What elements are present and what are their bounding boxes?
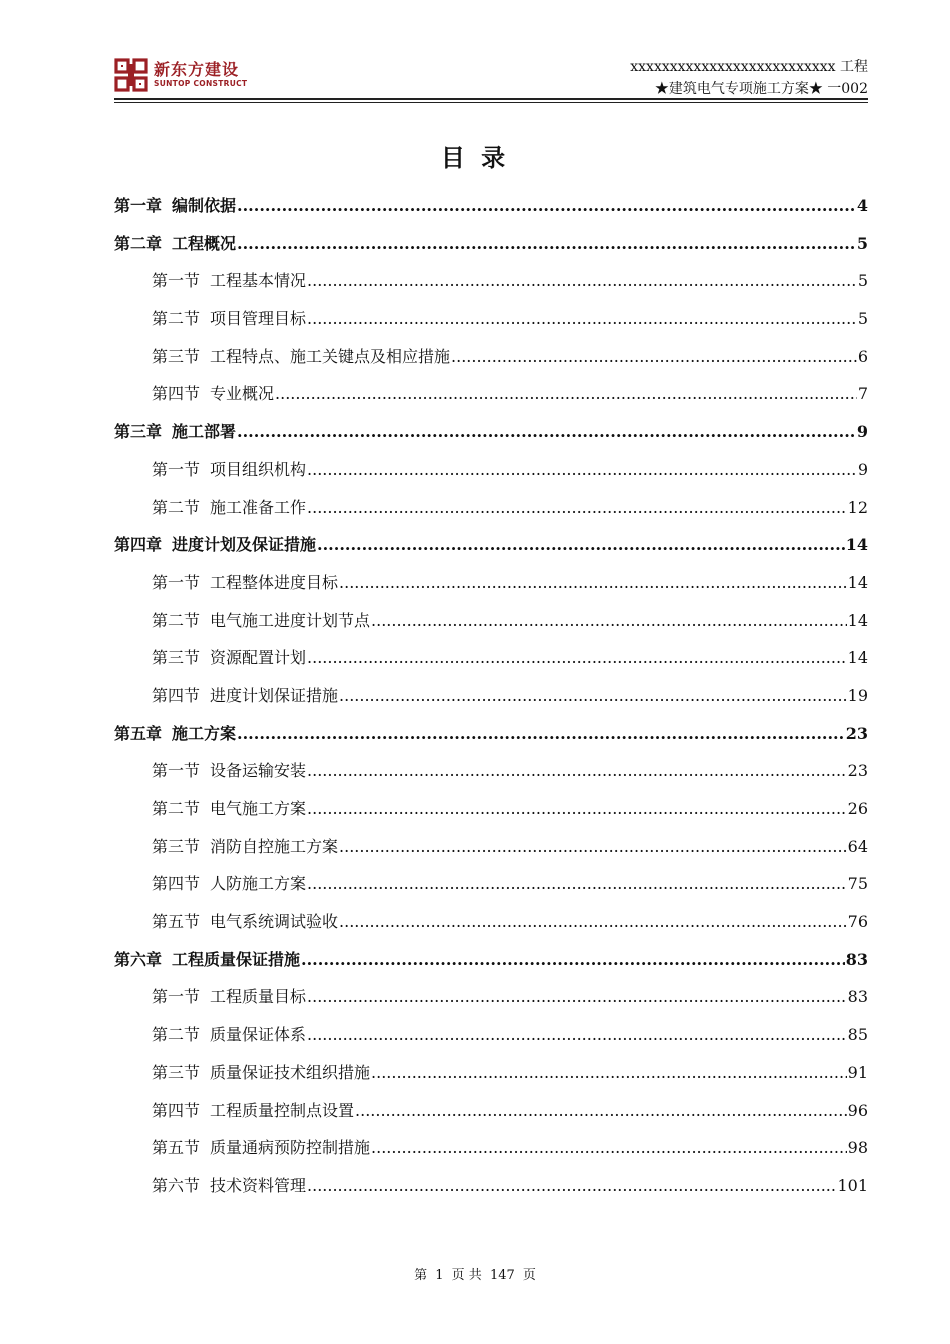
toc-leader-dots [371, 1054, 847, 1092]
toc-section-entry[interactable] [114, 1016, 868, 1054]
toc-entry-title: 工程质量目标 [210, 987, 307, 1007]
toc-leader-dots [307, 300, 857, 338]
toc-entry-page: 76 [847, 912, 868, 932]
toc-entry-label [152, 564, 338, 602]
toc-leader-dots [237, 715, 845, 753]
toc-title: 目 录 [440, 143, 510, 172]
toc-entry-number: 第三节 [152, 346, 201, 366]
toc-leader-dots [237, 187, 856, 225]
toc-entry-title: 消防自控施工方案 [210, 836, 339, 856]
toc-entry-label [152, 1129, 370, 1167]
document-header [630, 56, 868, 100]
toc-entry-page: 85 [847, 1025, 868, 1045]
footer-suffix: 页 [522, 1268, 536, 1283]
toc-entry-page: 64 [847, 836, 868, 856]
toc-entry-number: 第三章 [114, 422, 163, 442]
footer-prefix: 第 [414, 1268, 428, 1283]
toc-entry-number: 第三节 [152, 1062, 201, 1082]
toc-entry-title: 资源配置计划 [210, 648, 307, 668]
page-footer [0, 1264, 950, 1283]
toc-leader-dots [307, 978, 847, 1016]
toc-section-entry[interactable] [114, 903, 868, 941]
toc-entry-title: 技术资料管理 [210, 1175, 307, 1195]
toc-entry-label [152, 1054, 370, 1092]
toc-entry-label [152, 903, 338, 941]
header-rule-thin [114, 102, 868, 103]
toc-entry-number: 第四章 [114, 535, 163, 555]
toc-leader-dots [237, 413, 856, 451]
toc-entry-title: 工程整体进度目标 [210, 572, 339, 592]
toc-entry-page: 14 [847, 648, 868, 668]
toc-entry-number: 第二节 [152, 309, 201, 329]
toc-leader-dots [371, 1129, 847, 1167]
toc-entry-label [152, 639, 306, 677]
toc-leader-dots [339, 903, 847, 941]
toc-leader-dots [307, 451, 857, 489]
footer-middle: 页 共 [451, 1268, 482, 1283]
toc-chapter-entry[interactable] [114, 225, 868, 263]
toc-entry-title: 项目管理目标 [210, 309, 307, 329]
toc-entry-page: 5 [856, 233, 868, 253]
toc-entry-number: 第一节 [152, 271, 201, 291]
toc-entry-page: 5 [857, 271, 868, 291]
toc-entry-title: 质量通病预防控制措施 [210, 1138, 371, 1158]
toc-entry-number: 第一节 [152, 761, 201, 781]
toc-entry-page: 5 [857, 309, 868, 329]
toc-leader-dots [307, 489, 847, 527]
brand-name-en: SUNTOP CONSTRUCT [154, 79, 248, 88]
toc-entry-number: 第一节 [152, 987, 201, 1007]
toc-entry-page: 14 [847, 572, 868, 592]
toc-entry-label [114, 413, 236, 451]
toc-entry-label [152, 865, 306, 903]
toc-entry-label [114, 941, 300, 979]
toc-entry-label [152, 1016, 306, 1054]
toc-entry-label [114, 225, 236, 263]
toc-entry-page: 12 [847, 497, 868, 517]
toc-entry-title: 施工方案 [172, 723, 237, 743]
toc-entry-label [152, 489, 306, 527]
company-logo [114, 58, 247, 92]
toc-leader-dots [237, 225, 856, 263]
toc-entry-number: 第二节 [152, 1025, 201, 1045]
toc-chapter-entry[interactable] [114, 715, 868, 753]
toc-leader-dots [275, 375, 857, 413]
toc-entry-number: 第一节 [152, 459, 201, 479]
toc-entry-title: 电气系统调试验收 [210, 912, 339, 932]
toc-entry-page: 9 [857, 459, 868, 479]
toc-entry-title: 施工准备工作 [210, 497, 307, 517]
toc-entry-number: 第二节 [152, 610, 201, 630]
toc-section-entry[interactable] [114, 451, 868, 489]
toc-entry-number: 第四节 [152, 685, 201, 705]
toc-chapter-entry[interactable] [114, 941, 868, 979]
toc-entry-page: 26 [847, 799, 868, 818]
toc-entry-title: 质量保证体系 [210, 1025, 307, 1045]
toc-entry-number: 第三节 [152, 836, 201, 856]
toc-section-entry[interactable] [114, 865, 868, 903]
toc-entry-page: 7 [857, 384, 868, 404]
toc-entry-label [152, 451, 306, 489]
toc-leader-dots [307, 1016, 847, 1054]
toc-entry-label [152, 300, 306, 338]
toc-entry-number: 第四节 [152, 874, 201, 894]
toc-section-entry[interactable] [114, 1054, 868, 1092]
toc-section-entry[interactable] [114, 375, 868, 413]
toc-entry-label [152, 262, 306, 300]
toc-entry-title: 质量保证技术组织措施 [210, 1062, 371, 1082]
toc-entry-number: 第二节 [152, 799, 201, 818]
toc-leader-dots [451, 338, 857, 376]
footer-total-pages: 147 [489, 1268, 515, 1283]
toc-entry-page: 14 [847, 610, 868, 630]
toc-section-entry[interactable] [114, 602, 868, 640]
toc-entry-page: 9 [856, 422, 868, 442]
toc-entry-title: 工程概况 [172, 233, 237, 253]
toc-entry-title: 专业概况 [210, 384, 275, 404]
toc-entry-number: 第二章 [114, 233, 163, 253]
toc-entry-page: 96 [847, 1100, 868, 1120]
table-of-contents [114, 187, 868, 1205]
toc-entry-number: 第六章 [114, 949, 163, 969]
toc-section-entry[interactable] [114, 639, 868, 677]
toc-section-entry[interactable] [114, 752, 868, 790]
toc-entry-page: 14 [845, 535, 868, 555]
toc-leader-dots [307, 865, 847, 903]
toc-section-entry[interactable] [114, 1167, 868, 1205]
toc-entry-number: 第一章 [114, 196, 163, 215]
toc-entry-page: 4 [856, 196, 868, 215]
toc-entry-title: 设备运输安装 [210, 761, 307, 781]
toc-entry-title: 电气施工方案 [210, 799, 307, 818]
company-logo-icon [114, 58, 148, 92]
toc-entry-page: 98 [847, 1138, 868, 1158]
toc-entry-page: 101 [837, 1175, 868, 1195]
toc-leader-dots [339, 677, 847, 715]
toc-entry-label [152, 828, 338, 866]
toc-section-entry[interactable] [114, 978, 868, 1016]
toc-entry-label [152, 602, 370, 640]
toc-section-entry[interactable] [114, 677, 868, 715]
toc-entry-title: 电气施工进度计划节点 [210, 610, 371, 630]
toc-entry-page: 23 [845, 723, 868, 743]
footer-page-number: 1 [435, 1268, 444, 1283]
toc-entry-page: 83 [845, 949, 868, 969]
document-title-line: ★建筑电气专项施工方案★ 一002 [654, 81, 868, 97]
toc-entry-number: 第四节 [152, 1100, 201, 1120]
toc-section-entry[interactable] [114, 1092, 868, 1130]
toc-entry-label [152, 375, 274, 413]
toc-entry-label [152, 978, 306, 1016]
toc-leader-dots [355, 1092, 847, 1130]
toc-chapter-entry[interactable] [114, 187, 868, 225]
toc-leader-dots [307, 752, 847, 790]
toc-chapter-entry[interactable] [114, 413, 868, 451]
toc-section-entry[interactable] [114, 790, 868, 828]
toc-leader-dots [307, 1167, 836, 1205]
toc-leader-dots [301, 941, 845, 979]
brand-name-cn: 新东方建设 [154, 60, 240, 79]
toc-section-entry[interactable] [114, 338, 868, 376]
toc-leader-dots [307, 262, 857, 300]
toc-entry-number: 第四节 [152, 384, 201, 404]
toc-leader-dots [317, 526, 845, 564]
toc-leader-dots [339, 564, 847, 602]
toc-entry-title: 人防施工方案 [210, 874, 307, 894]
toc-entry-title: 施工部署 [172, 422, 237, 442]
toc-entry-title: 编制依据 [172, 196, 237, 215]
toc-entry-page: 23 [847, 761, 868, 781]
toc-entry-page: 19 [847, 685, 868, 705]
toc-section-entry[interactable] [114, 300, 868, 338]
toc-entry-page: 83 [847, 987, 868, 1007]
toc-entry-label [152, 752, 306, 790]
toc-entry-number: 第一节 [152, 572, 201, 592]
toc-entry-number: 第六节 [152, 1175, 201, 1195]
toc-entry-number: 第五节 [152, 1138, 201, 1158]
toc-entry-title: 工程特点、施工关键点及相应措施 [210, 346, 451, 366]
toc-entry-number: 第二节 [152, 497, 201, 517]
toc-entry-label [152, 1092, 354, 1130]
toc-entry-title: 项目组织机构 [210, 459, 307, 479]
toc-entry-title: 进度计划保证措施 [210, 685, 339, 705]
toc-entry-label [152, 790, 306, 828]
toc-entry-number: 第五节 [152, 912, 201, 932]
toc-entry-page: 6 [857, 346, 868, 366]
toc-entry-page: 75 [847, 874, 868, 894]
toc-entry-label [114, 187, 236, 225]
toc-entry-number: 第五章 [114, 723, 163, 743]
toc-leader-dots [307, 790, 847, 828]
toc-entry-page: 91 [847, 1062, 868, 1082]
toc-leader-dots [339, 828, 847, 866]
toc-entry-label [152, 338, 450, 376]
toc-entry-title: 工程质量控制点设置 [210, 1100, 355, 1120]
toc-entry-label [152, 1167, 306, 1205]
toc-entry-label [114, 715, 236, 753]
toc-entry-number: 第三节 [152, 648, 201, 668]
toc-section-entry[interactable] [114, 489, 868, 527]
toc-entry-label [114, 526, 316, 564]
header-rule-thick [114, 98, 868, 100]
toc-section-entry[interactable] [114, 564, 868, 602]
toc-section-entry[interactable] [114, 262, 868, 300]
toc-leader-dots [371, 602, 847, 640]
toc-entry-title: 工程质量保证措施 [172, 949, 301, 969]
toc-entry-label [152, 677, 338, 715]
toc-entry-title: 工程基本情况 [210, 271, 307, 291]
toc-entry-title: 进度计划及保证措施 [172, 535, 317, 555]
project-line: xxxxxxxxxxxxxxxxxxxxxxxxxx 工程 [630, 59, 868, 75]
toc-chapter-entry[interactable] [114, 526, 868, 564]
toc-section-entry[interactable] [114, 1129, 868, 1167]
toc-section-entry[interactable] [114, 828, 868, 866]
toc-leader-dots [307, 639, 847, 677]
